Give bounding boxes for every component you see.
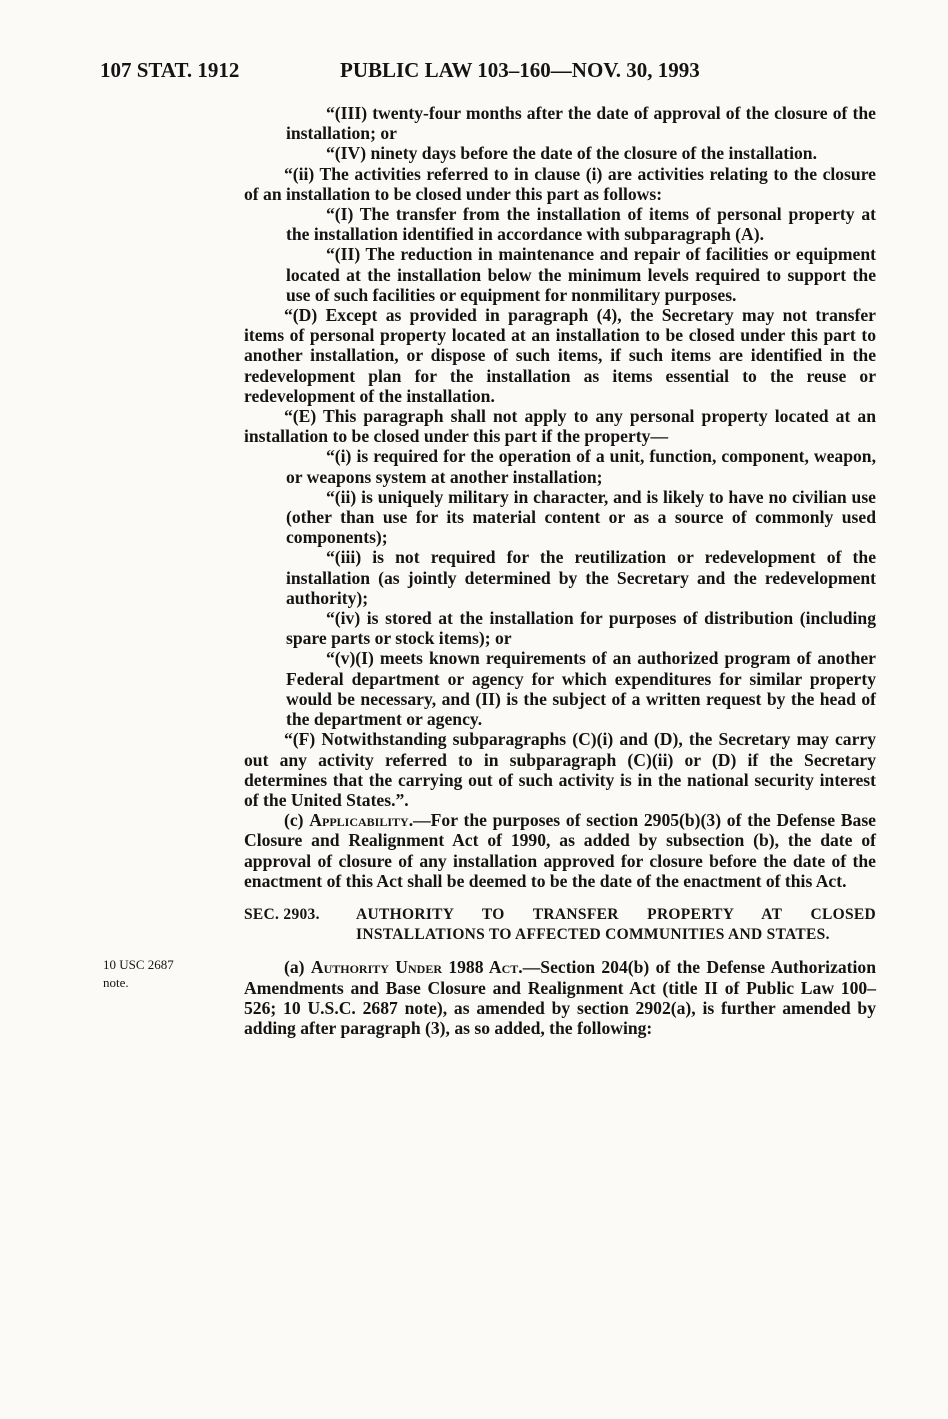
section-number: SEC. 2903. (244, 905, 320, 923)
clause-E-iii: “(iii) is not required for the reutilization or redevelopment of the installation (as jointly determined by the Secretary and the redevelopment authority); (286, 547, 876, 608)
clause-IV: “(IV) ninety days before the date of the closure of the installation. (326, 143, 817, 164)
statute-body (244, 103, 876, 1038)
margin-note-line-1: 10 USC 2687 (103, 957, 174, 972)
clause-E-ii: “(ii) is uniquely military in character, and is likely to have no civilian use (other than use for its material content or as a source of commonly used components); (286, 486, 876, 548)
section-heading (244, 905, 876, 945)
subparagraph-E: “(E) This paragraph shall not apply to any personal property located at an installation to be closed under this part if the property— (244, 406, 876, 447)
margin-citation-note (103, 956, 174, 992)
subsection-c-text: .—For the purposes of section 2905(b)(3) of the Defense Base Closure and Realignment Act of 1990, as added by subsection (b), the date of approval of closure of any installation approved for closure before the date of the enactment of this Act shall be deemed to be the date of the enactment of this Act. (244, 810, 876, 891)
clause-E-i: “(i) is required for the operation of a unit, function, component, weapon, or weapons system at another installation; (286, 446, 876, 487)
subparagraph-F: “(F) Notwithstanding subparagraphs (C)(i) and (D), the Secretary may carry out any activity referred to in subparagraph (C)(ii) or (D) if the Secretary determines that the carrying out of such activity is in the national security interest of the United States.”. (244, 729, 876, 810)
running-title: PUBLIC LAW 103–160—NOV. 30, 1993 (340, 58, 700, 82)
subsection-a-heading: Authority Under 1988 Act (310, 957, 519, 978)
subsection-c (244, 810, 876, 891)
margin-note-line-2: note. (103, 975, 129, 990)
subsection-a-text: .—Section 204(b) of the Defense Authorization Amendments and Base Closure and Realignment Act (title II of Public Law 100–526; 10 U.S.C. 2687 note), as amended by section 2902(a), is further amended by adding after paragraph (3), as so added, the following: (244, 957, 877, 1038)
subsection-a-lead: (a) (284, 957, 311, 978)
subsection-c-lead: (c) (284, 810, 310, 831)
subsection-a (244, 957, 876, 1038)
subparagraph-D: “(D) Except as provided in paragraph (4), the Secretary may not transfer items of personal property located at an installation to be closed under this part to another installation, or dispose of such items, if such items are identified in the redevelopment plan for the installation as items essential to the reuse or redevelopment of the installation. (244, 305, 876, 406)
subclause-I: “(I) The transfer from the installation of items of personal property at the installation identified in accordance with subparagraph (A). (286, 204, 876, 245)
stat-page-number: 107 STAT. 1912 (100, 58, 240, 82)
subsection-c-heading: Applicability (309, 810, 409, 831)
section-title: AUTHORITY TO TRANSFER PROPERTY AT CLOSED INSTALLATIONS TO AFFECTED COMMUNITIES AND STATES. (356, 905, 876, 944)
clause-E-v: “(v)(I) meets known requirements of an authorized program of another Federal department or agency for which expenditures for similar property would be necessary, and (II) is the subject of a written request by the head of the department or agency. (286, 648, 876, 730)
subclause-II: “(II) The reduction in maintenance and repair of facilities or equipment located at the installation below the minimum levels required to support the use of such facilities or equipment for nonmilitary purposes. (286, 244, 876, 305)
clause-E-iv: “(iv) is stored at the installation for purposes of distribution (including spare parts or stock items); or (286, 608, 876, 649)
clause-III: “(III) twenty-four months after the date of approval of the closure of the installation; or (286, 103, 876, 144)
clause-ii: “(ii) The activities referred to in clause (i) are activities relating to the closure of an installation to be closed under this part as follows: (244, 163, 876, 204)
